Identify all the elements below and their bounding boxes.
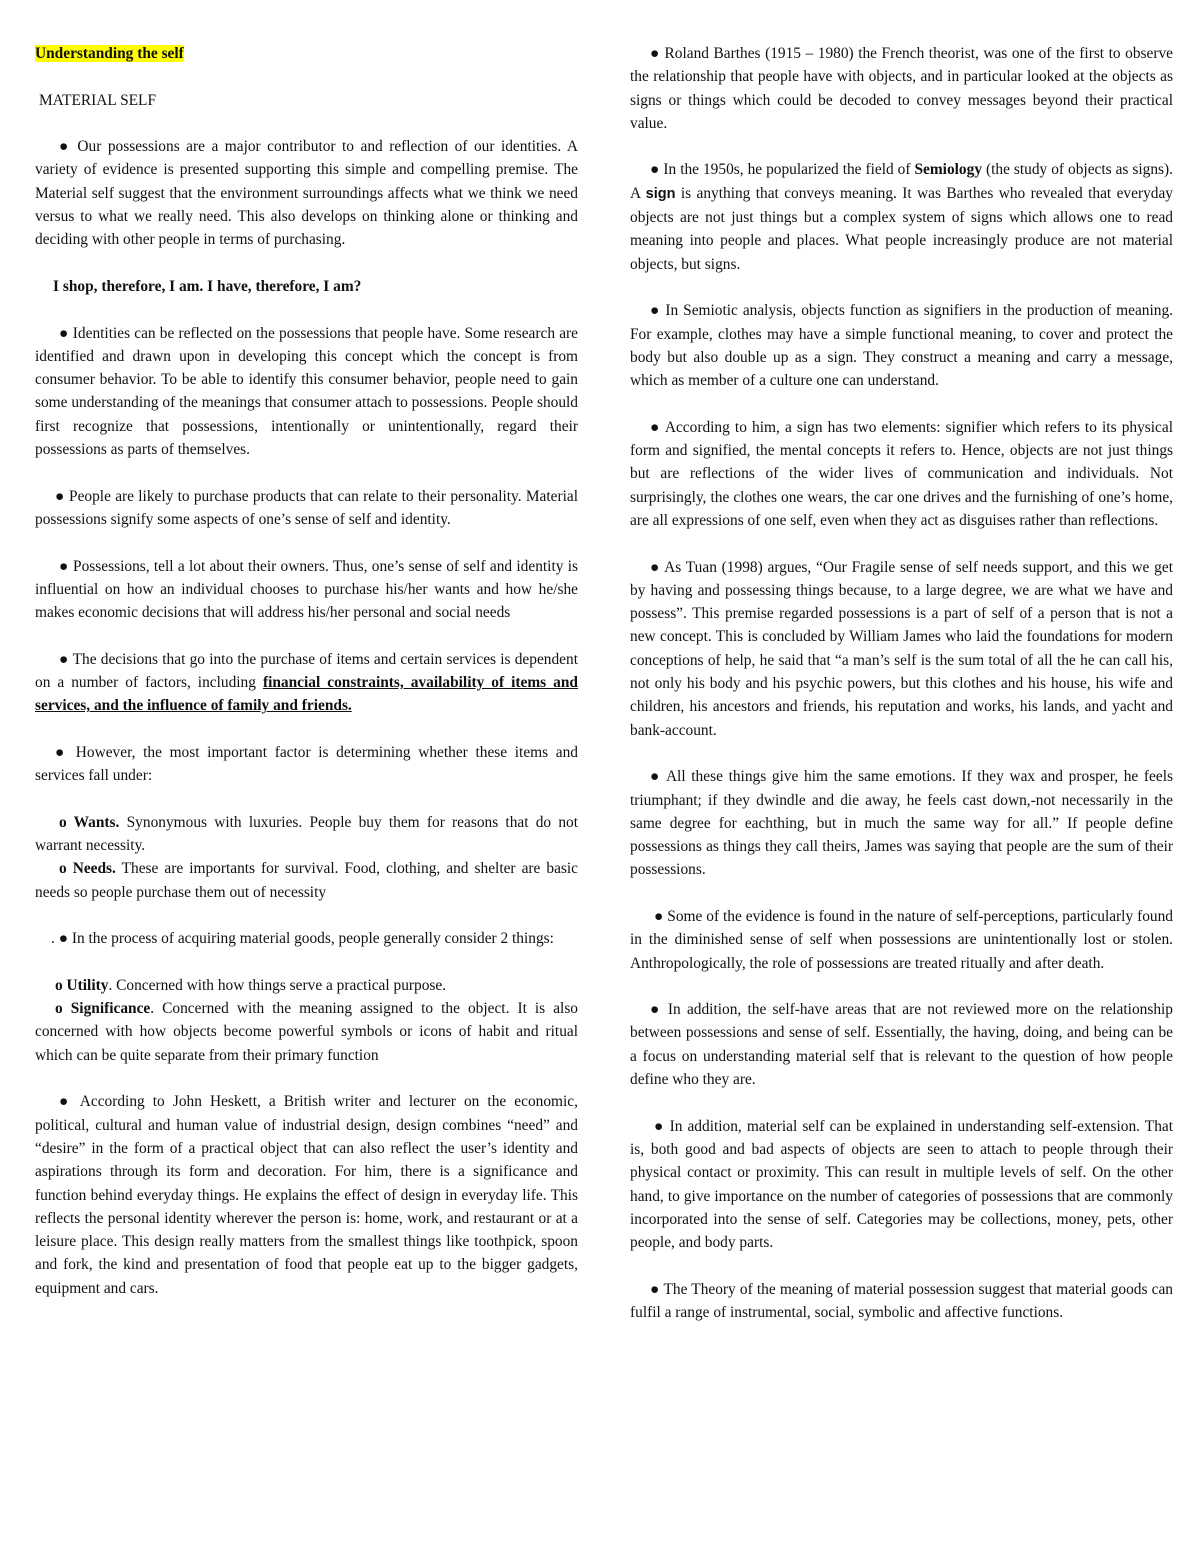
wants-text: Synonymous with luxuries. People buy them for reasons that do not warrant necessity.: [35, 813, 578, 855]
significance-label: o Significance: [55, 1000, 151, 1018]
paragraph-self-have: ● In addition, the self-have areas that are not reviewed more on the relationship between possessions and sense of self. Essentially, the having, doing, and being can be a focus on understanding material self that is relevant to the question of how people define who they are.: [630, 1001, 1173, 1089]
significance-text: . Concerned with the meaning assigned to the object. It is also concerned with how objects become powerful symbols or icons of habit and ritual which can be quite separate from their primary function: [35, 1000, 578, 1064]
paragraph-semiology: [630, 158, 1173, 275]
item-utility: [35, 974, 578, 997]
item-significance: [35, 997, 578, 1067]
semiology-text-b: (the study of objects as signs). A: [630, 161, 1174, 202]
paragraph-sign-elements: ● According to him, a sign has two elements: signifier which refers to its physical form and signified, the mental concepts it refers to. Hence, objects are not just things but are reflections of the wider lives of communication and individuals. Not surprisingly, the clothes one wears, the car one drives and the furnishing of one’s home, are all expressions of one self, even when they act as disguises rather than reflections.: [630, 418, 1173, 529]
semiology-text-a: ● In the 1950s, he popularized the field of: [650, 161, 915, 179]
paragraph-heskett: ● According to John Heskett, a British writer and lecturer on the economic, political, cultural and human value of industrial design, design combines “need” and “desire” in the form of a practical object that can also reflect the user’s identity and aspirations through its form and decoration. For him, there is a significance and function behind everyday things. He explains the effect of design in everyday life. This reflects the personal identity wherever the person is: home, work, and restaurant or at a leisure place. This design really matters from the smallest things like toothpick, spoon and fork, the kind and presentation of food that people eat up to the bigger gadgets, equipment and cars.: [35, 1093, 578, 1297]
paragraph-identities-reflected: ● Identities can be reflected on the possessions that people have. Some research are identified and drawn upon in developing this concept which the concept is from consumer behavior. To be able to identify this consumer behavior, people need to gain some understanding of the meanings that consumer attach to possessions. People should first recognize that possessions, intentionally or unintentionally, regard their possessions as parts of themselves.: [35, 324, 578, 459]
paragraph-important-factor: ● However, the most important factor is determining whether these items and services fall under:: [35, 743, 578, 785]
utility-text: . Concerned with how things serve a practical purpose.: [108, 976, 447, 994]
paragraph-decisions-factors: [35, 648, 578, 718]
item-needs: [35, 857, 578, 904]
document-title: Understanding the self: [35, 45, 184, 62]
paragraph-tuan: ● As Tuan (1998) argues, “Our Fragile sense of self needs support, and this we get by having and possessing things because, to a large degree, we are what we have and possess”. This premise regarded possessions is a part of self of a person that is not a new concept. This is concluded by William James who laid the foundations for modern conceptions of help, he said that “a man’s self is the sum total of all the he can call his, not only his body and his psychic powers, but this clothes and his house, his wife and children, his ancestors and friends, his reputation and works, his lands, and yacht and bank-account.: [630, 558, 1173, 739]
needs-label: o Needs.: [59, 860, 116, 878]
utility-label: o Utility: [55, 976, 109, 994]
left-column: [35, 42, 578, 1300]
subheading-shop: I shop, therefore, I am. I have, therefore, I am?: [53, 277, 362, 295]
paragraph-semiotic-analysis: ● In Semiotic analysis, objects function as signifiers in the production of meaning. For example, clothes may have a simple functional meaning, to cover and protect the body but also double up as a sign. They construct a meaning and carry a message, which as member of a culture one can understand.: [630, 302, 1173, 390]
title-line: [35, 42, 578, 65]
paragraph-possessions-owners: ● Possessions, tell a lot about their owners. Thus, one’s sense of self and identity is influential on how an individual chooses to purchase his/her wants and how he/she makes economic decisions that will address his/her personal and social needs: [35, 557, 578, 622]
paragraph-self-perceptions: ● Some of the evidence is found in the nature of self-perceptions, particularly found in the diminished sense of self when possessions are unintentionally lost or stolen. Anthropologically, the role of possessions are treated ritually and after death.: [630, 907, 1173, 972]
section-heading: MATERIAL SELF: [39, 91, 156, 109]
sign-term: sign: [645, 185, 676, 202]
paragraph-self-extension: ● In addition, material self can be explained in understanding self-extension. That is, both good and bad aspects of objects are seen to attach to people through their physical contact or proximity. This can result in multiple levels of self. On the other hand, to give importance on the number of categories of possessions that are commonly incorporated into the sense of self. Categories may be collections, money, pets, other people, and body parts.: [630, 1117, 1173, 1252]
semiology-text-c: is anything that conveys meaning. It was Barthes who revealed that everyday objects are not just things but a complex system of signs which allows one to read meaning into people and places. What people increasingly produce are not material objects, but signs.: [630, 184, 1173, 273]
paragraph-emotions: ● All these things give him the same emotions. If they wax and prosper, he feels triumphant; if they dwindle and die away, he feels cast down,-not necessarily in the same degree for eachthing, but in much the same way for all.” If people define possessions as things they call theirs, James was saying that people are the sum of their possessions.: [630, 768, 1173, 879]
paragraph-acquiring-goods: . ● In the process of acquiring material goods, people generally consider 2 things:: [51, 930, 554, 948]
paragraph-possessions-identity: ● Our possessions are a major contributor to and reflection of our identities. A variety of evidence is presented supporting this simple and compelling premise. The Material self suggest that the environment surroundings affects what we think we need versus to what we really need. This also develops on thinking alone or thinking and deciding with other people in terms of purchasing.: [35, 138, 578, 249]
semiology-term: Semiology: [914, 161, 983, 179]
paragraph-theory-material-possession: ● The Theory of the meaning of material possession suggest that material goods can fulfil a range of instrumental, social, symbolic and affective functions.: [630, 1280, 1173, 1322]
right-column: [630, 42, 1173, 1324]
decisions-text: ● The decisions that go into the purchase of items and certain services is dependent on a number of factors, including: [35, 650, 578, 692]
paragraph-purchase-personality: ● People are likely to purchase products that can relate to their personality. Material possessions signify some aspects of one’s sense of self and identity.: [35, 487, 578, 528]
decisions-factors-underlined: financial constraints, availability of items and services, and the influence of family and friends.: [35, 674, 578, 715]
needs-text: These are importants for survival. Food, clothing, and shelter are basic needs so people purchase them out of necessity: [35, 860, 578, 901]
item-wants: [35, 811, 578, 858]
paragraph-barthes: ● Roland Barthes (1915 – 1980) the French theorist, was one of the first to observe the relationship that people have with objects, and in particular looked at the objects as signs or things which could be decoded to convey messages beyond their practical value.: [630, 45, 1173, 132]
wants-label: o Wants.: [59, 813, 120, 831]
